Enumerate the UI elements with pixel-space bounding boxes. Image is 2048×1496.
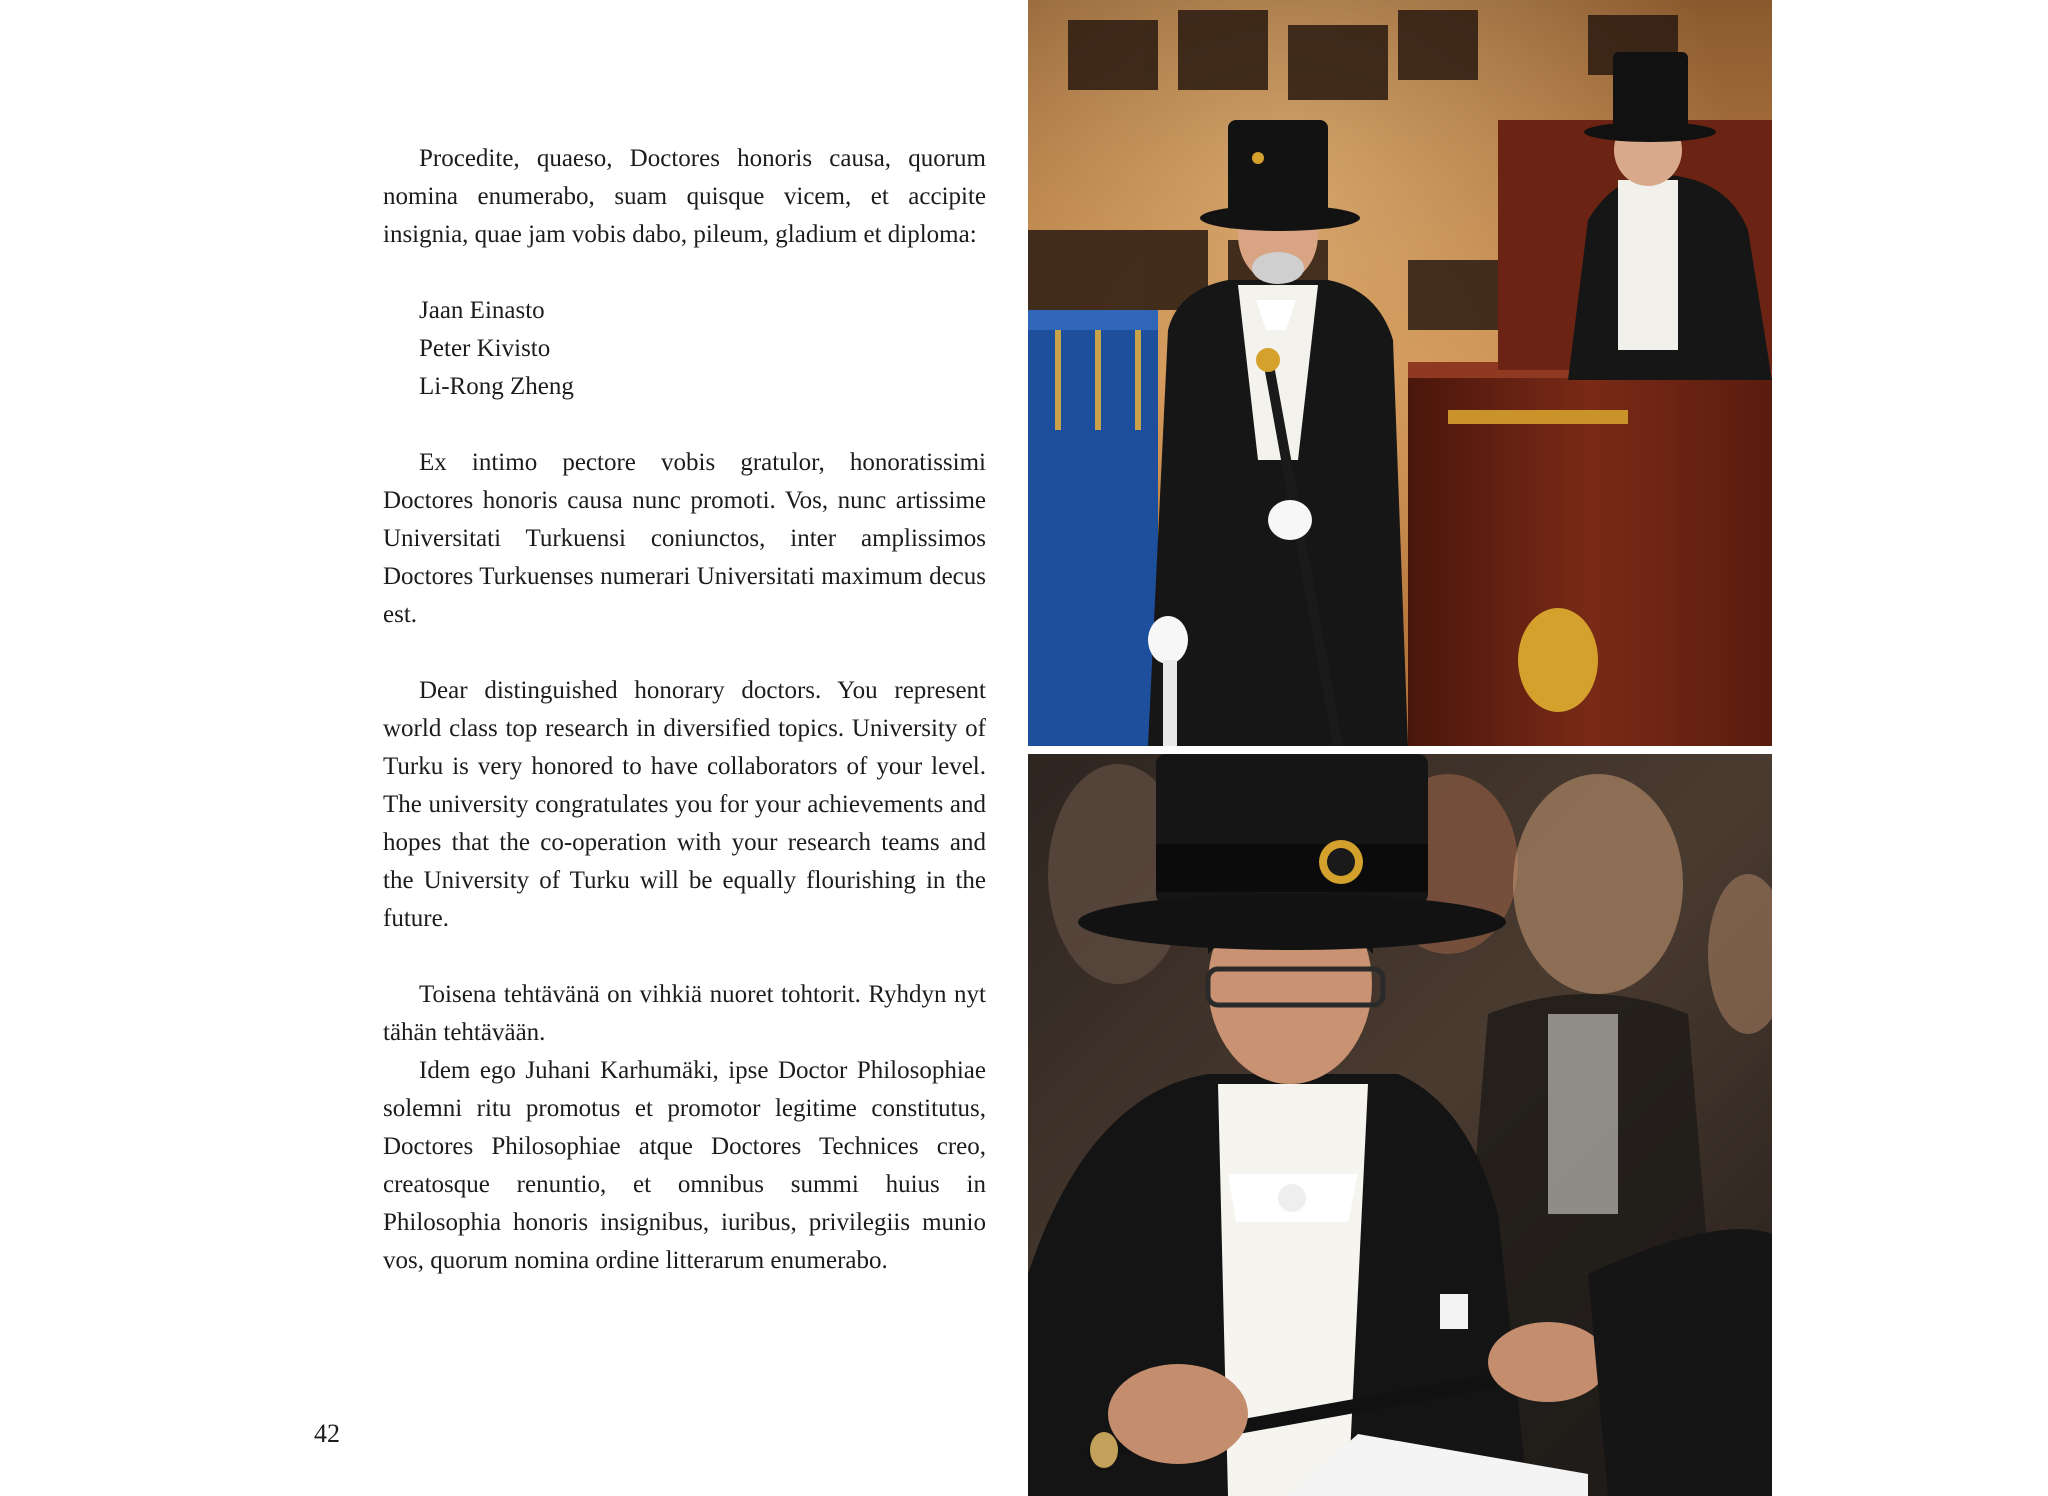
photo-ceremony-podium	[1028, 0, 1772, 746]
page-number: 42	[314, 1419, 340, 1448]
text-column	[383, 140, 986, 1280]
honorary-doctor-names	[383, 292, 986, 406]
name-item: Jaan Einasto	[419, 297, 545, 324]
photo-ceremony-podium-image	[1028, 0, 1772, 746]
photo-doctor-with-sword	[1028, 754, 1772, 1496]
paragraph-ex-intimo: Ex intimo pectore vobis gratulor, honoratissimi Doctores honoris causa nunc promoti. Vos, nunc artissime Universitati Turkuensi coniunctos, inter amplissimos Doctores Turkuenses numerari Universitati maximum decus est.	[383, 449, 986, 628]
name-item: Li-Rong Zheng	[419, 373, 574, 400]
name-item: Peter Kivisto	[419, 335, 551, 362]
paragraph-idem-ego: Idem ego Juhani Karhumäki, ipse Doctor Philosophiae solemni ritu promotus et promotor legitime constitutus, Doctores Philosophiae atque Doctores Technices creo, creatosque renuntio, et omnibus summi huius in Philosophia honoris insignibus, iuribus, privilegiis munio vos, quorum nomina ordine litterarum enumerabo.	[383, 1057, 986, 1274]
photo-doctor-with-sword-image	[1028, 754, 1772, 1496]
paragraph-dear-doctors: Dear distinguished honorary doctors. You represent world class top research in diversified topics. University of Turku is very honored to have collaborators of your level. The university congratulates you for your achievements and hopes that the co-operation with your research teams and the University of Turku will be equally flourishing in the future.	[383, 677, 986, 932]
paragraph-procedite: Procedite, quaeso, Doctores honoris causa, quorum nomina enumerabo, suam quisque vicem, et accipite insignia, quae jam vobis dabo, pileum, gladium et diploma:	[383, 145, 986, 248]
paragraph-toisena: Toisena tehtävänä on vihkiä nuoret tohtorit. Ryhdyn nyt tähän tehtävään.	[383, 981, 986, 1046]
